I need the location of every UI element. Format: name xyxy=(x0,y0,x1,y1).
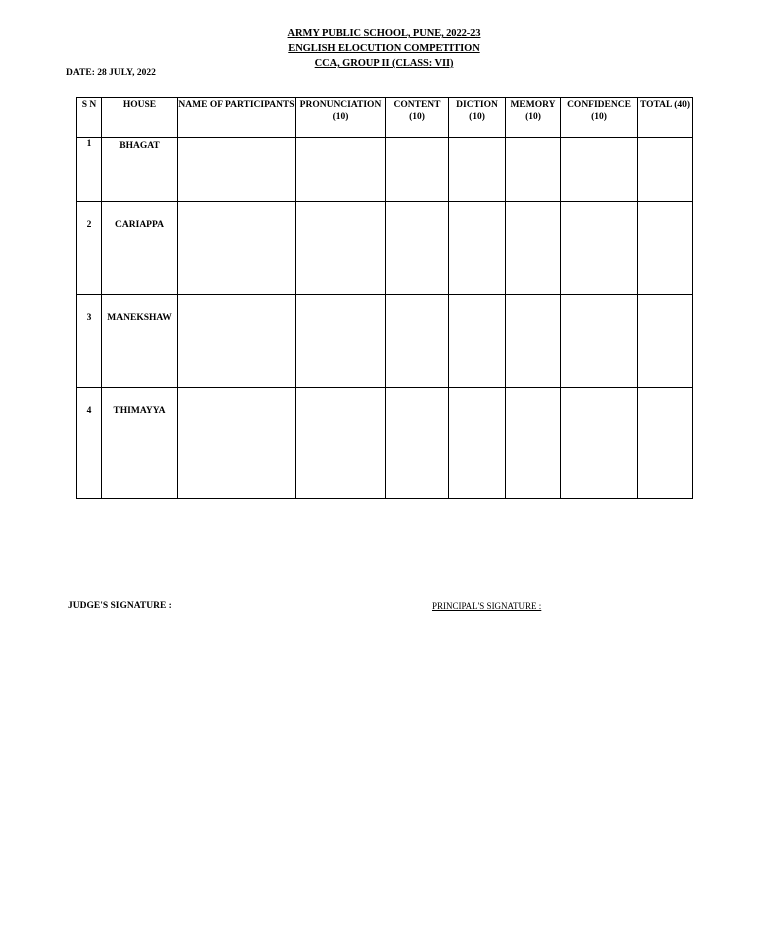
content-cell[interactable] xyxy=(386,202,449,295)
house-name: THIMAYYA xyxy=(113,406,166,416)
score-table xyxy=(76,97,693,499)
table-row xyxy=(77,388,693,499)
table-row xyxy=(77,295,693,388)
diction-cell[interactable] xyxy=(449,138,506,202)
memory-cell[interactable] xyxy=(506,138,561,202)
confidence-cell[interactable] xyxy=(561,295,638,388)
pronunciation-cell[interactable] xyxy=(296,138,386,202)
pronunciation-cell[interactable] xyxy=(296,202,386,295)
row-house xyxy=(102,295,178,388)
content-cell[interactable] xyxy=(386,388,449,499)
competition-title: ENGLISH ELOCUTION COMPETITION xyxy=(288,43,480,54)
pronunciation-cell[interactable] xyxy=(296,295,386,388)
col-memory: MEMORY (10) xyxy=(506,98,561,138)
house-name: CARIAPPA xyxy=(115,220,164,230)
col-participants: NAME OF PARTICIPANTS xyxy=(178,98,296,138)
document-header xyxy=(0,26,768,71)
principal-signature-label: PRINCIPAL'S SIGNATURE : xyxy=(432,601,542,611)
row-sn: 4 xyxy=(77,388,102,499)
confidence-cell[interactable] xyxy=(561,138,638,202)
total-cell[interactable] xyxy=(638,388,693,499)
table-row xyxy=(77,138,693,202)
diction-cell[interactable] xyxy=(449,388,506,499)
participants-cell[interactable] xyxy=(178,138,296,202)
house-name: BHAGAT xyxy=(119,141,160,151)
total-cell[interactable] xyxy=(638,295,693,388)
memory-cell[interactable] xyxy=(506,202,561,295)
col-content: CONTENT (10) xyxy=(386,98,449,138)
total-cell[interactable] xyxy=(638,138,693,202)
memory-cell[interactable] xyxy=(506,295,561,388)
date-label: DATE: 28 JULY, 2022 xyxy=(66,68,156,78)
col-sn: S N xyxy=(77,98,102,138)
row-sn: 1 xyxy=(77,138,102,202)
diction-cell[interactable] xyxy=(449,295,506,388)
judge-signature-label: JUDGE'S SIGNATURE : xyxy=(68,601,172,611)
col-house: HOUSE xyxy=(102,98,178,138)
confidence-cell[interactable] xyxy=(561,202,638,295)
row-house xyxy=(102,138,178,202)
row-sn: 3 xyxy=(77,295,102,388)
col-total: TOTAL (40) xyxy=(638,98,693,138)
content-cell[interactable] xyxy=(386,295,449,388)
participants-cell[interactable] xyxy=(178,388,296,499)
row-house xyxy=(102,388,178,499)
table-header-row xyxy=(77,98,693,138)
row-house xyxy=(102,202,178,295)
house-name: MANEKSHAW xyxy=(107,313,172,323)
participants-cell[interactable] xyxy=(178,295,296,388)
group-title: CCA, GROUP II (CLASS: VII) xyxy=(314,58,454,69)
content-cell[interactable] xyxy=(386,138,449,202)
diction-cell[interactable] xyxy=(449,202,506,295)
col-pronunciation: PRONUNCIATION (10) xyxy=(296,98,386,138)
school-title: ARMY PUBLIC SCHOOL, PUNE, 2022-23 xyxy=(287,28,481,39)
col-diction: DICTION (10) xyxy=(449,98,506,138)
total-cell[interactable] xyxy=(638,202,693,295)
participants-cell[interactable] xyxy=(178,202,296,295)
confidence-cell[interactable] xyxy=(561,388,638,499)
table-row xyxy=(77,202,693,295)
row-sn: 2 xyxy=(77,202,102,295)
col-confidence: CONFIDENCE (10) xyxy=(561,98,638,138)
pronunciation-cell[interactable] xyxy=(296,388,386,499)
memory-cell[interactable] xyxy=(506,388,561,499)
